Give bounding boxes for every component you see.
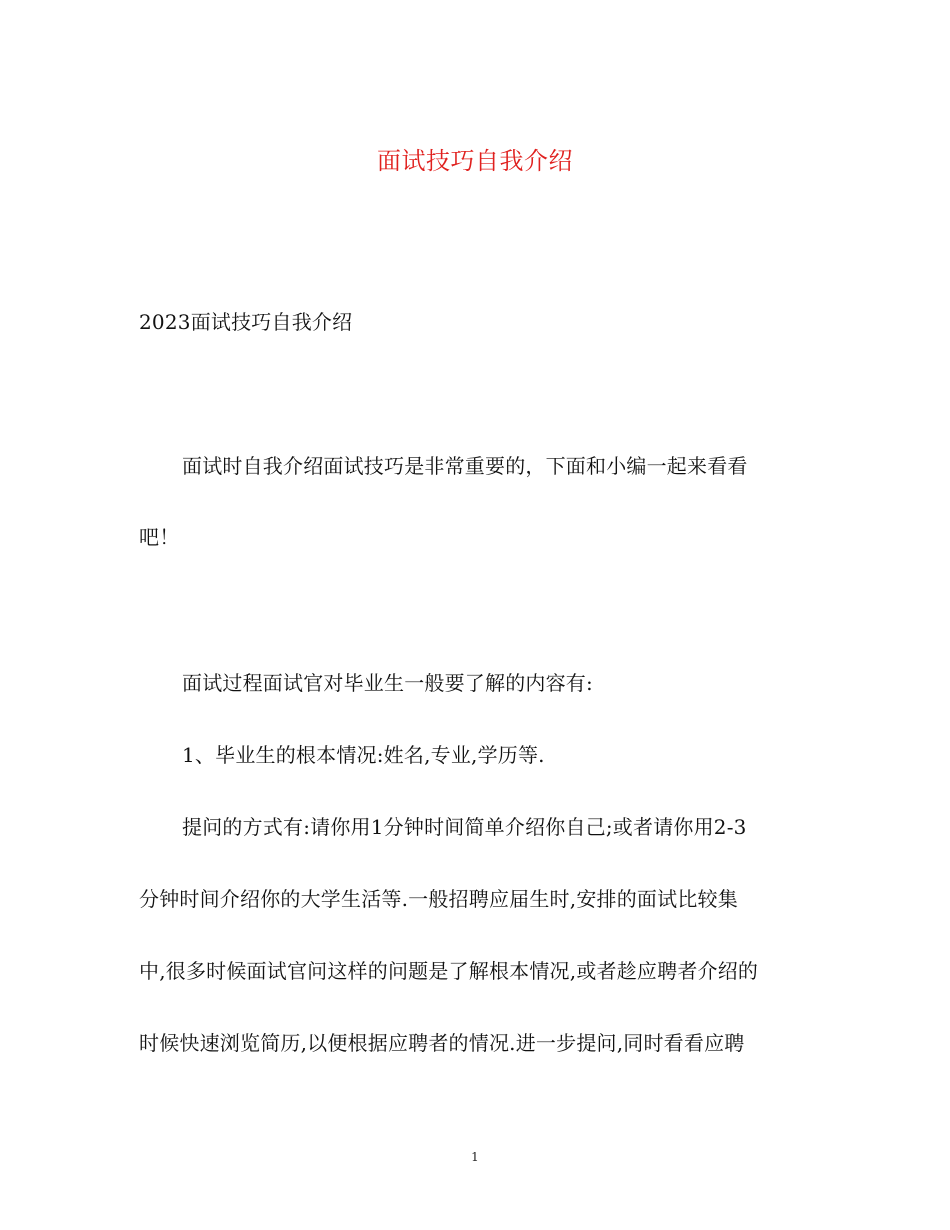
paragraph-question-line-1: 提问的方式有:请你用1分钟时间简单介绍你自己;或者请你用2-3 bbox=[182, 815, 747, 839]
page-number: 1 bbox=[471, 1150, 479, 1164]
paragraph-intro-line-2: 吧！ bbox=[139, 525, 180, 549]
paragraph-item-1: 1、毕业生的根本情况:姓名,专业,学历等. bbox=[182, 743, 545, 767]
paragraph-question-line-2: 分钟时间介绍你的大学生活等.一般招聘应届生时,安排的面试比较集 bbox=[139, 887, 738, 911]
paragraph-question-line-4: 时候快速浏览简历,以便根据应聘者的情况.进一步提问,同时看看应聘 bbox=[139, 1031, 745, 1055]
document-subtitle: 2023面试技巧自我介绍 bbox=[139, 310, 353, 334]
paragraph-content-heading: 面试过程面试官对毕业生一般要了解的内容有: bbox=[182, 671, 593, 695]
paragraph-question-line-3: 中,很多时候面试官问这样的问题是了解根本情况,或者趁应聘者介绍的 bbox=[139, 959, 759, 983]
paragraph-intro-line-1: 面试时自我介绍面试技巧是非常重要的，下面和小编一起来看看 bbox=[182, 454, 748, 478]
document-title: 面试技巧自我介绍 bbox=[377, 147, 573, 175]
